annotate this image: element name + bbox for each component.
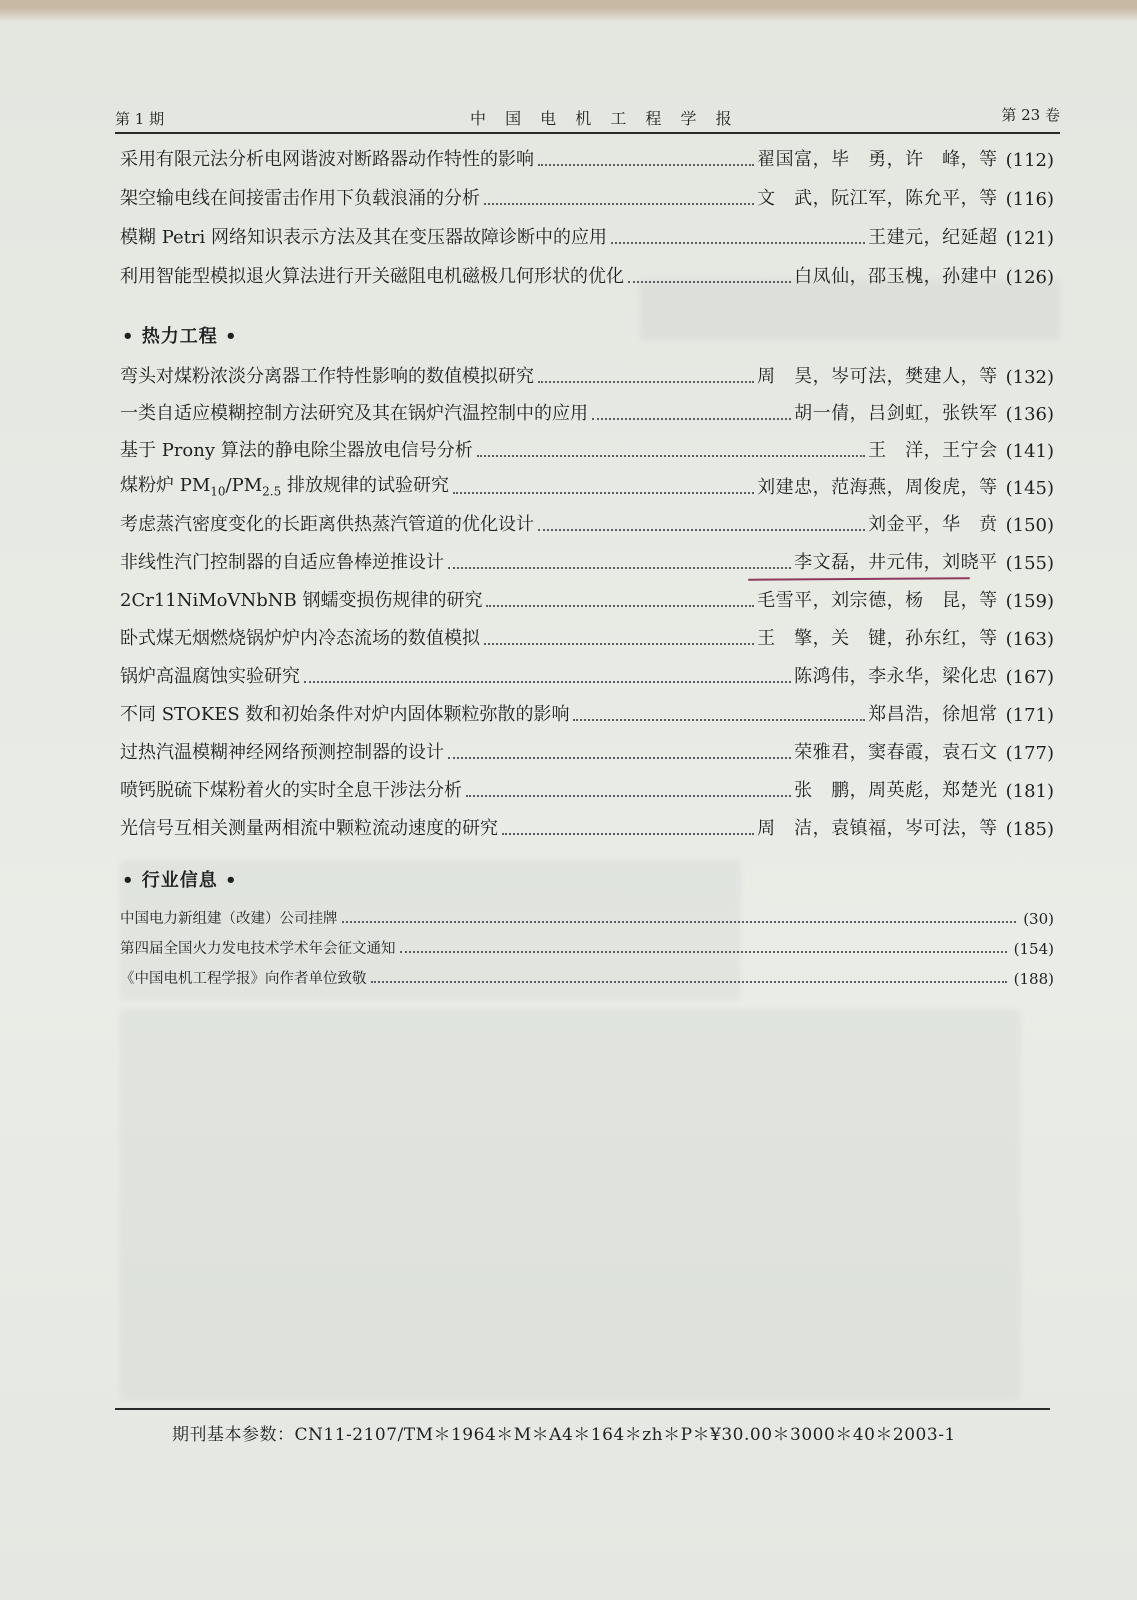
running-header xyxy=(115,104,1060,134)
article-title: 架空输电线在间接雷击作用下负载浪涌的分析 xyxy=(120,188,480,209)
handwritten-underline xyxy=(748,577,970,581)
bleed-through-shadow xyxy=(120,1010,1020,1400)
article-authors: 翟国富，毕 勇，许 峰，等 xyxy=(757,149,998,170)
dot-leader xyxy=(538,381,754,383)
journal-parameters: 期刊基本参数：CN11-2107/TM＊1964＊M＊A4＊164＊zh＊P＊¥30.00＊3000＊40＊2003-1 xyxy=(172,1425,956,1445)
article-title: 基于 Prony 算法的静电除尘器放电信号分析 xyxy=(120,440,473,461)
article-authors: 陈鸿伟，李永华，梁化忠 xyxy=(794,666,998,687)
toc-entry xyxy=(120,436,1054,462)
toc-entry xyxy=(120,399,1054,425)
dot-leader xyxy=(448,567,791,569)
article-authors: 刘建忠，范海燕，周俊虎，等 xyxy=(757,477,998,498)
toc-entry xyxy=(120,700,1054,726)
article-authors: 胡一倩，吕剑虹，张铁军 xyxy=(794,403,998,424)
toc-entry xyxy=(120,184,1054,210)
dot-leader xyxy=(371,981,1007,983)
toc-entry xyxy=(120,362,1054,388)
toc-entry xyxy=(120,510,1054,536)
article-title: 卧式煤无烟燃烧锅炉炉内冷态流场的数值模拟 xyxy=(120,628,480,649)
article-title: 喷钙脱硫下煤粉着火的实时全息干涉法分析 xyxy=(120,780,462,801)
page-number: (112) xyxy=(1005,150,1054,171)
article-authors: 白凤仙，邵玉槐，孙建中 xyxy=(794,266,998,287)
toc-entry xyxy=(120,624,1054,650)
article-title: 采用有限元法分析电网谐波对断路器动作特性的影响 xyxy=(120,149,534,170)
toc-entry xyxy=(120,936,1054,958)
page-number: (188) xyxy=(1013,970,1054,988)
page-number: (145) xyxy=(1005,478,1054,499)
page-number: (141) xyxy=(1005,441,1054,462)
page-number: (132) xyxy=(1005,367,1054,388)
article-authors: 王 洋，王宁会 xyxy=(868,440,998,461)
article-authors: 郑昌浩，徐旭常 xyxy=(868,704,998,725)
article-authors: 周 洁，袁镇福，岑可法，等 xyxy=(757,818,998,839)
dot-leader xyxy=(342,921,1017,923)
page-number: (126) xyxy=(1005,267,1054,288)
page-number: (167) xyxy=(1005,667,1054,688)
bleed-through-shadow xyxy=(640,280,1060,340)
volume-number: 第 23 卷 xyxy=(1001,106,1060,124)
article-authors: 毛雪平，刘宗德，杨 昆，等 xyxy=(757,590,998,611)
article-authors: 荣雅君，窦春霞，袁石文 xyxy=(794,742,998,763)
dot-leader xyxy=(484,643,754,645)
toc-entry xyxy=(120,586,1054,612)
article-authors: 王 擎，关 键，孙东红，等 xyxy=(757,628,998,649)
dot-leader xyxy=(502,833,754,835)
dot-leader xyxy=(448,757,791,759)
article-title: 不同 STOKES 数和初始条件对炉内固体颗粒弥散的影响 xyxy=(120,704,570,725)
article-authors: 张 鹏，周英彪，郑楚光 xyxy=(794,780,998,801)
subscript: 10 xyxy=(210,485,226,499)
dot-leader xyxy=(592,418,791,420)
article-title: 弯头对煤粉浓淡分离器工作特性影响的数值模拟研究 xyxy=(120,366,534,387)
dot-leader xyxy=(486,605,754,607)
toc-entry xyxy=(120,145,1054,171)
page-number: (150) xyxy=(1005,515,1054,536)
dot-leader xyxy=(484,203,754,205)
page-number: (136) xyxy=(1005,404,1054,425)
dot-leader xyxy=(304,681,791,683)
article-title: 利用智能型模拟退火算法进行开关磁阻电机磁极几何形状的优化 xyxy=(120,266,624,287)
page-number: (155) xyxy=(1005,553,1054,574)
dot-leader xyxy=(573,719,865,721)
page-number: (159) xyxy=(1005,591,1054,612)
page-number: (163) xyxy=(1005,629,1054,650)
issue-number: 第 1 期 xyxy=(115,110,165,128)
toc-entry xyxy=(120,262,1054,288)
article-title: 第四届全国火力发电技术学术年会征文通知 xyxy=(120,941,396,957)
article-title xyxy=(120,471,449,499)
toc-entry xyxy=(120,548,1054,574)
section-heading-industry: • 行业信息 • xyxy=(122,870,238,891)
title-part: 排放规律的试验研究 xyxy=(281,475,449,497)
dot-leader xyxy=(538,529,865,531)
footer-rule xyxy=(115,1408,1050,1410)
article-title: 中国电力新组建（改建）公司挂牌 xyxy=(120,911,338,927)
article-title: 过热汽温模糊神经网络预测控制器的设计 xyxy=(120,742,444,763)
article-authors: 周 昊，岑可法，樊建人，等 xyxy=(757,366,998,387)
dot-leader xyxy=(400,951,1007,953)
article-title: 一类自适应模糊控制方法研究及其在锅炉汽温控制中的应用 xyxy=(120,403,588,424)
toc-entry xyxy=(120,966,1054,988)
article-authors: 刘金平，华 贲 xyxy=(868,514,998,535)
article-title: 《中国电机工程学报》向作者单位致敬 xyxy=(120,971,367,987)
toc-entry xyxy=(120,906,1054,928)
article-title: 锅炉高温腐蚀实验研究 xyxy=(120,666,300,687)
article-authors: 李文磊，井元伟，刘晓平 xyxy=(794,552,998,573)
title-part: 煤粉炉 PM xyxy=(120,475,211,497)
dot-leader xyxy=(453,492,754,494)
page-number: (181) xyxy=(1005,781,1054,802)
article-title: 光信号互相关测量两相流中颗粒流动速度的研究 xyxy=(120,818,498,839)
section-heading-thermal: • 热力工程 • xyxy=(122,326,238,347)
toc-entry xyxy=(120,473,1054,499)
page-number: (177) xyxy=(1005,743,1054,764)
page-number: (154) xyxy=(1013,940,1054,958)
page-number: (116) xyxy=(1005,189,1054,210)
dot-leader xyxy=(538,164,754,166)
toc-entry xyxy=(120,776,1054,802)
toc-entry xyxy=(120,814,1054,840)
dot-leader xyxy=(477,455,865,457)
article-title: 模糊 Petri 网络知识表示方法及其在变压器故障诊断中的应用 xyxy=(120,227,607,248)
page-number: (171) xyxy=(1005,705,1054,726)
dot-leader xyxy=(611,242,865,244)
dot-leader xyxy=(628,281,791,283)
article-authors: 文 武，阮江军，陈允平，等 xyxy=(757,188,998,209)
article-title: 2Cr11NiMoVNbNB 钢蠕变损伤规律的研究 xyxy=(120,590,483,611)
page-number: (185) xyxy=(1005,819,1054,840)
article-authors: 王建元，纪延超 xyxy=(868,227,998,248)
toc-entry xyxy=(120,223,1054,249)
subscript: 2.5 xyxy=(262,485,282,499)
journal-title: 中 国 电 机 工 程 学 报 xyxy=(470,109,739,128)
article-title: 考虑蒸汽密度变化的长距离供热蒸汽管道的优化设计 xyxy=(120,514,534,535)
page-number: (121) xyxy=(1005,228,1054,249)
article-title: 非线性汽门控制器的自适应鲁棒逆推设计 xyxy=(120,552,444,573)
toc-entry xyxy=(120,738,1054,764)
title-part: /PM xyxy=(225,475,263,497)
toc-entry xyxy=(120,662,1054,688)
dot-leader xyxy=(466,795,791,797)
page-number: (30) xyxy=(1023,910,1054,928)
